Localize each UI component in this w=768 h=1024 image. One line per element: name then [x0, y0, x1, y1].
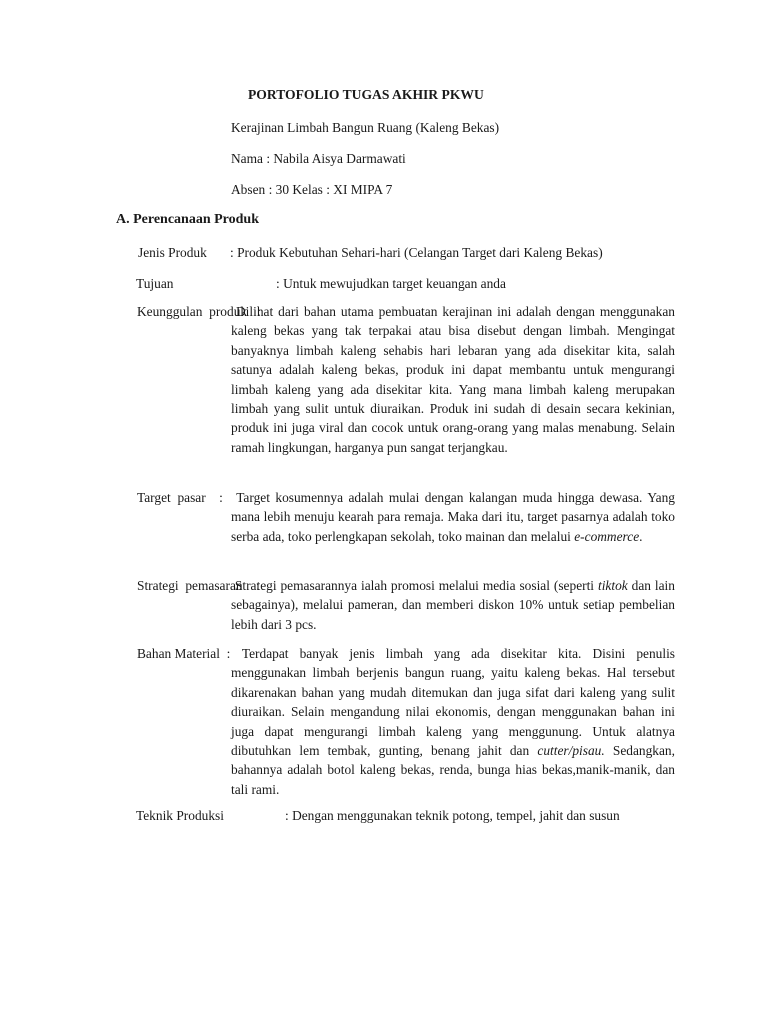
teknik-produksi-value: : Dengan menggunakan teknik potong, tempel, jahit dan susun	[285, 808, 620, 823]
target-pasar-italic: e-commerce	[574, 528, 640, 544]
strategi-text-end: dan lain sebagainya), melalui pameran, dan memberi diskon 10% untuk setiap pembelian lebih dari 3 pcs.	[231, 578, 675, 632]
jenis-produk-value: : Produk Kebutuhan Sehari-hari (Celangan Target dari Kaleng Bekas)	[230, 245, 603, 260]
strategi-paragraph	[137, 576, 675, 634]
teknik-produksi-label: Teknik Produksi	[136, 808, 224, 823]
bahan-label: Bahan Material :	[137, 646, 231, 661]
target-pasar-end: .	[639, 528, 643, 544]
keunggulan-label: Keunggulan produk :	[137, 304, 261, 319]
bahan-paragraph	[137, 644, 675, 799]
keunggulan-paragraph	[137, 302, 675, 457]
jenis-produk-label: Jenis Produk	[138, 245, 207, 260]
target-pasar-text: Target kosumennya adalah mulai dengan kalangan muda hingga dewasa. Yang mana lebih menuju kearah para remaja. Maka dari itu, target pasarnya adalah toko serba ada, toko perlengkapan sekolah, toko mainan dan melalui	[231, 490, 675, 544]
bahan-text-end: Sedangkan, bahannya adalah botol kaleng bekas, renda, bunga hias bekas,manik-manik, dan tali rami.	[231, 743, 675, 797]
document-title: PORTOFOLIO TUGAS AKHIR PKWU	[248, 87, 484, 102]
bahan-text: Terdapat banyak jenis limbah yang ada disekitar kita. Disini penulis menggunakan limbah berjenis bangun ruang, yaitu kaleng bekas. Hal tersebut dikarenakan bahan yang mudah ditemukan dan juga sifat dari kaleng yang sulit diuraikan. Selain mengandung nilai ekonomis, dengan menggunakan bahan ini juga dapat mengurangi limbah kaleng yang menggunung. Untuk alatnya dibutuhkan lem tembak, gunting, benang jahit dan	[231, 646, 675, 759]
section-a-heading: A. Perencanaan Produk	[116, 212, 259, 227]
strategi-italic: tiktok	[597, 578, 628, 593]
bahan-italic: cutter/pisau.	[537, 743, 605, 759]
keunggulan-text: Dilihat dari bahan utama pembuatan kerajinan ini adalah dengan menggunakan kaleng bekas yang tak terpakai atau bisa disebut dengan limbah. Mengingat banyaknya limbah kaleng sehabis hari lebaran yang ada disekitar kita, salah satunya adalah kaleng bekas, produk ini dapat membantu untuk mengurangi limbah kaleng yang ada disekitar kita. Yang mana limbah kaleng merupakan limbah yang sulit untuk diuraikan. Produk ini sudah di desain secara kekinian, produk ini juga viral dan cocok untuk orang-orang yang malas menabung. Selain ramah lingkungan, harganya pun sangat terjangkau.	[231, 304, 675, 455]
strategi-text: Strategi pemasarannya ialah promosi melalui media sosial (seperti	[234, 578, 595, 593]
name-line: Nama : Nabila Aisya Darmawati	[231, 151, 406, 166]
tujuan-label: Tujuan	[136, 276, 174, 291]
target-pasar-paragraph	[137, 488, 675, 546]
target-pasar-label: Target pasar :	[137, 490, 223, 505]
absen-line: Absen : 30 Kelas : XI MIPA 7	[231, 182, 393, 197]
strategi-label: Strategi pemasaran :	[137, 578, 260, 593]
tujuan-value: : Untuk mewujudkan target keuangan anda	[276, 276, 506, 291]
subtitle: Kerajinan Limbah Bangun Ruang (Kaleng Bekas)	[231, 120, 500, 135]
